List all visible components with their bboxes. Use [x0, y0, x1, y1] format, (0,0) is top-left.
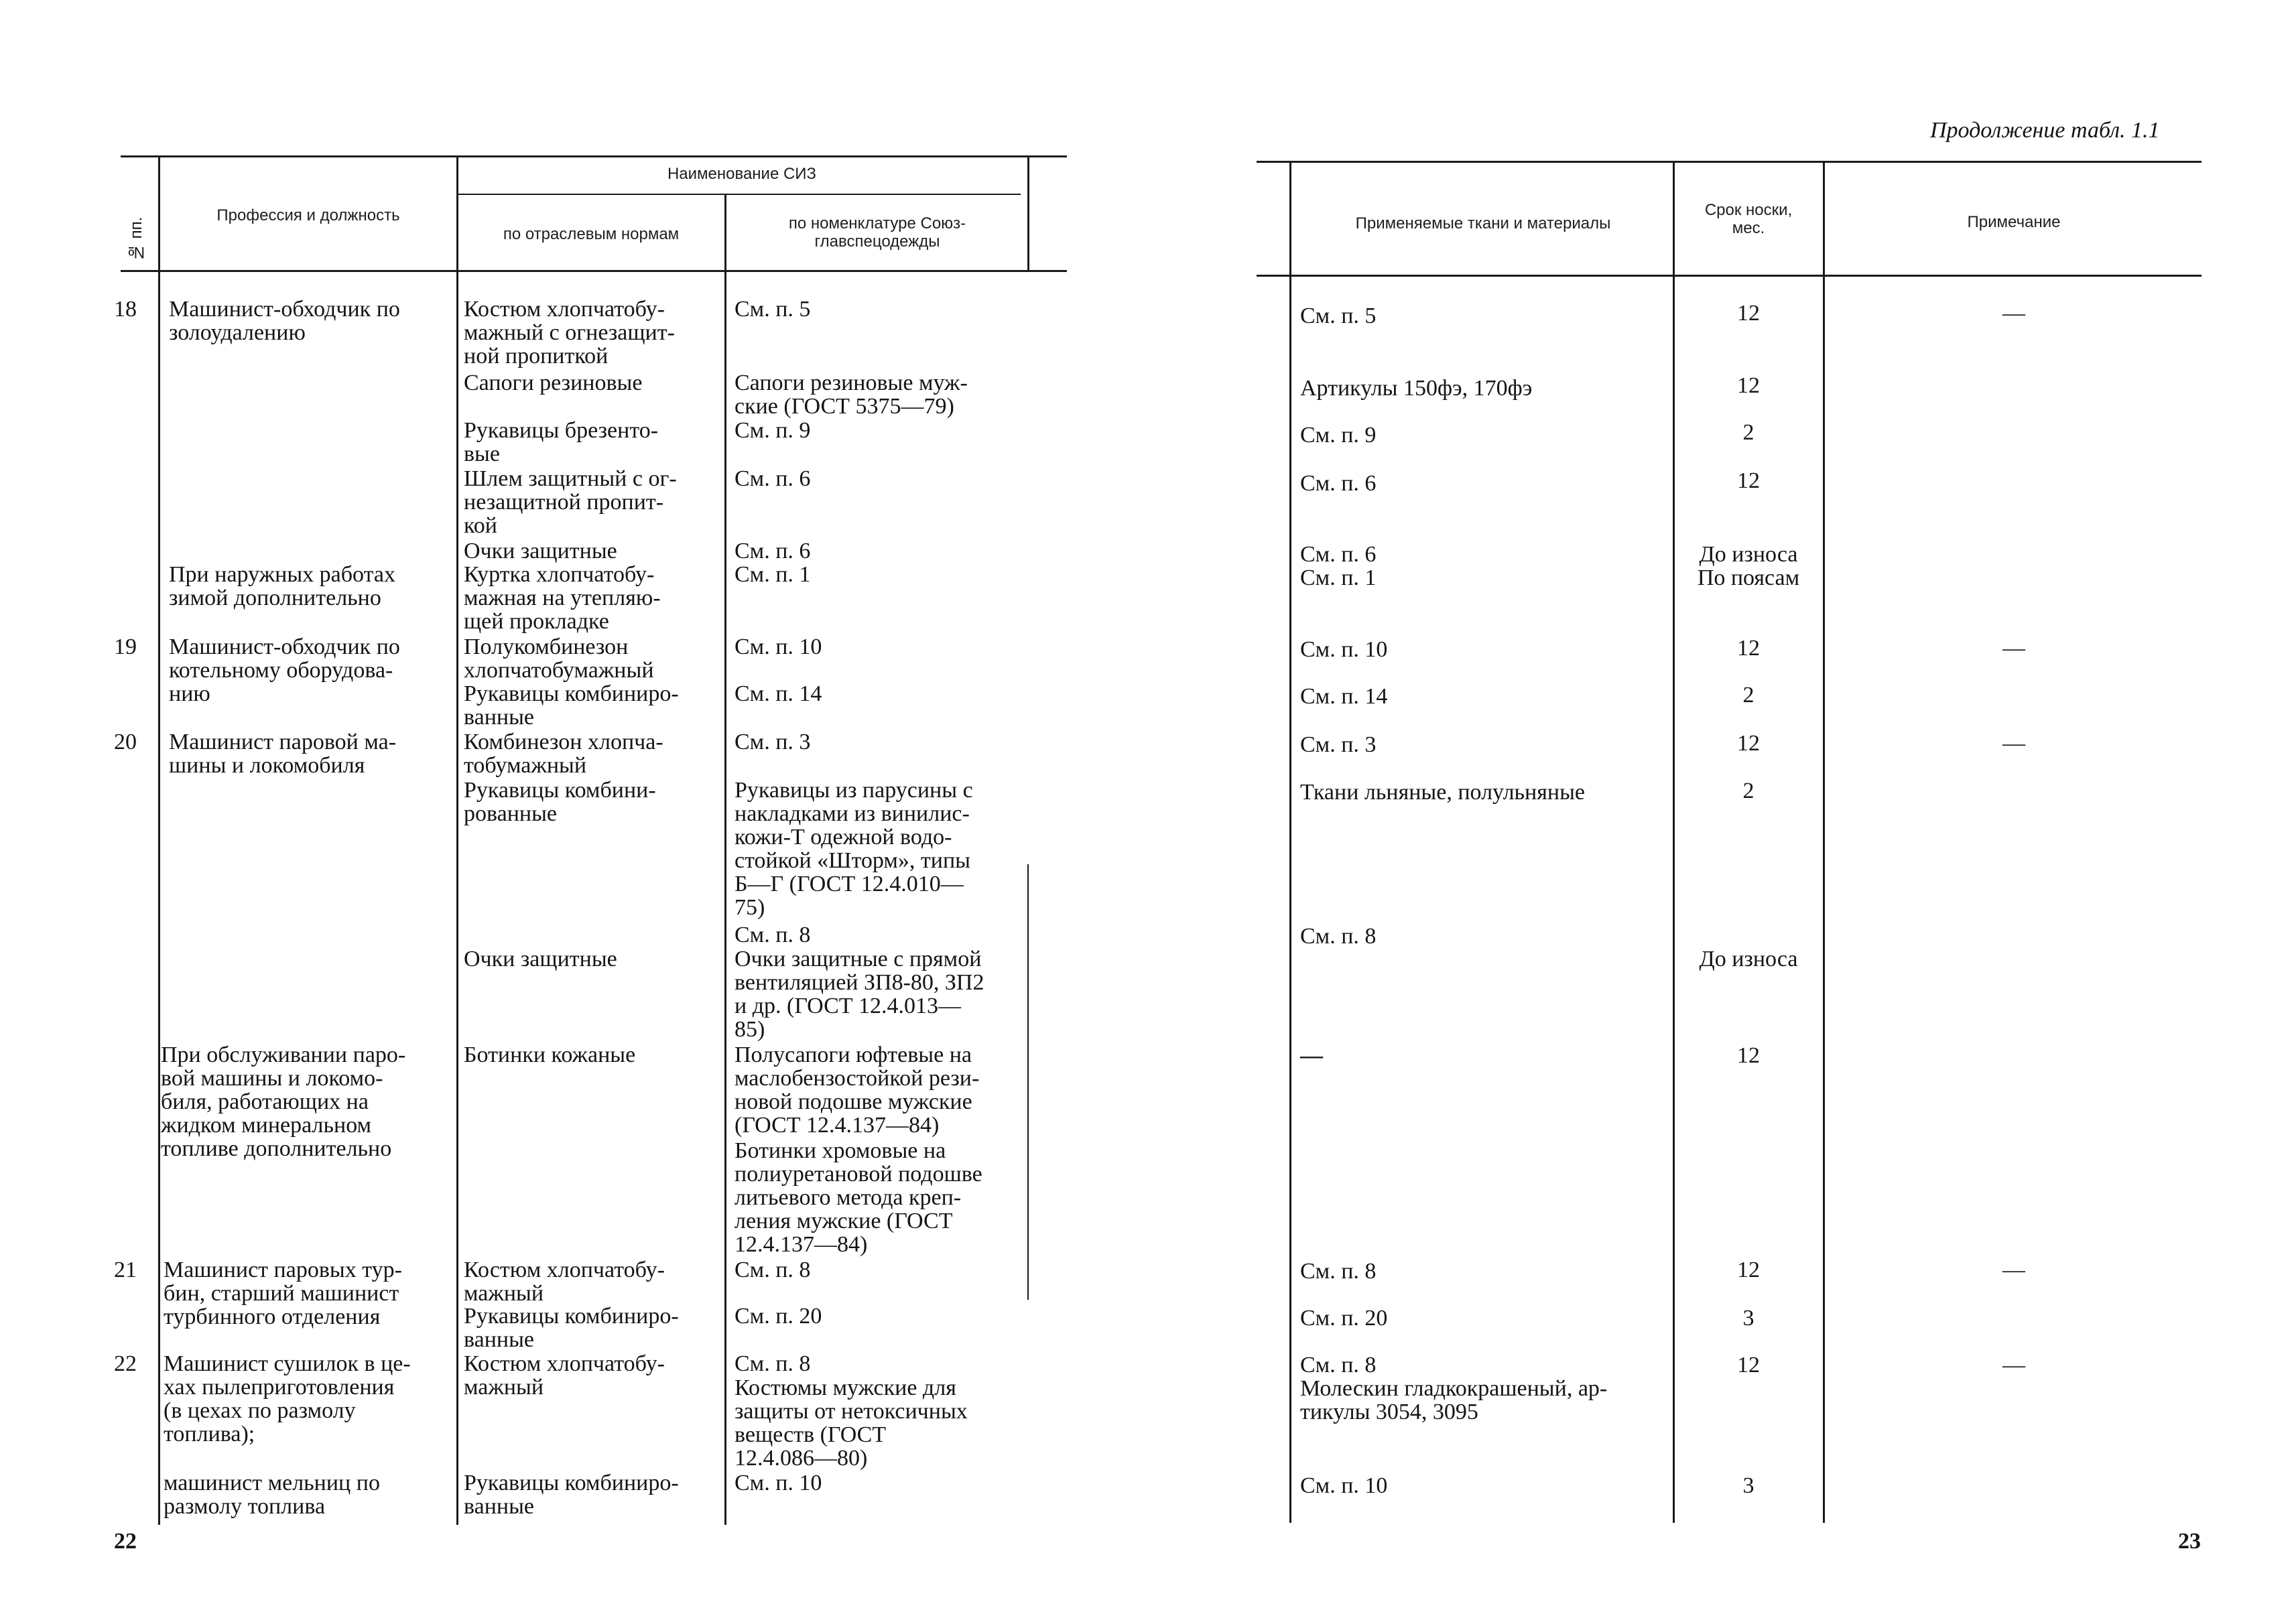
profession-cell: Машинист-обходчик по котельному оборудова- нию [169, 634, 400, 706]
norm-cell: Комбинезон хлопча- тобумажный [464, 730, 663, 778]
nomen-cell: См. п. 6 [735, 539, 811, 563]
nomen-cell: См. п. 10 [735, 1471, 822, 1495]
body-divider-1 [158, 272, 160, 1525]
right-header-divider-2 [1673, 163, 1675, 275]
nomen-cell: См. п. 8 [735, 1258, 811, 1282]
materials-cell: — [1300, 1043, 1323, 1068]
materials-cell: См. п. 3 [1300, 732, 1377, 757]
term-cell: 3 [1742, 1306, 1755, 1331]
term-cell: 2 [1742, 420, 1755, 445]
nomen-cell: См. п. 5 [735, 297, 811, 322]
row-num: 21 [114, 1258, 137, 1282]
norm-cell: Очки защитные [464, 947, 617, 971]
header-materials: Применяемые ткани и материалы [1355, 214, 1611, 232]
nomen-cell: Костюмы мужские для защиты от нетоксичных веществ (ГОСТ 12.4.086—80) [735, 1375, 968, 1471]
term-cell: До износа По поясам [1697, 542, 1800, 590]
norm-cell: Костюм хлопчатобу- мажный [464, 1258, 665, 1306]
materials-cell: См. п. 8 Молескин гладкокрашеный, ар- тикулы 3054, 3095 [1300, 1353, 1608, 1424]
norm-cell: Куртка хлопчатобу- мажная на утепляю- щей прокладке [464, 562, 661, 634]
norm-cell: Рукавицы комбини- рованные [464, 778, 656, 826]
right-header-divider-1 [1289, 163, 1291, 275]
term-cell: 12 [1737, 1043, 1760, 1068]
materials-cell: См. п. 14 [1300, 684, 1388, 709]
term-cell: 12 [1737, 731, 1760, 756]
right-header-top-rule [1257, 161, 2202, 163]
norm-cell: Рукавицы комбиниро- ванные [464, 1471, 679, 1519]
materials-cell: См. п. 10 [1300, 1473, 1388, 1498]
body-divider-2 [456, 272, 458, 1525]
nomen-cell: Сапоги резиновые муж- ские (ГОСТ 5375—79) [735, 370, 968, 419]
body-divider-3 [724, 272, 726, 1525]
profession-cell: Машинист сушилок в це- хах пылеприготовления (в цехах по размолу топлива); [164, 1351, 411, 1446]
note-cell: — [2002, 301, 2025, 326]
materials-cell: См. п. 6 См. п. 1 [1300, 542, 1377, 590]
nomen-cell: См. п. 9 [735, 418, 811, 443]
profession-cell: При обслуживании паро- вой машины и локомо- биля, работающих на жидком минеральном топливе дополнительно [161, 1042, 406, 1161]
header-top-rule [121, 155, 1067, 157]
note-cell: — [2002, 1353, 2025, 1377]
nomen-cell: См. п. 10 [735, 634, 822, 659]
siz-group-rule [456, 194, 1021, 195]
materials-cell: Артикулы 150фэ, 170фэ [1300, 376, 1533, 401]
note-cell: — [2002, 731, 2025, 756]
materials-cell: См. п. 8 [1300, 924, 1377, 949]
header-siz-group: Наименование СИЗ [667, 165, 817, 183]
term-cell: 12 [1737, 373, 1760, 398]
norm-cell: Костюм хлопчатобу- мажный с огнезащит- ной пропиткой [464, 297, 675, 368]
materials-cell: Ткани льняные, полульняные [1300, 780, 1585, 805]
profession-cell: При наружных работах зимой дополнительно [169, 562, 395, 610]
materials-cell: См. п. 10 [1300, 637, 1388, 662]
right-header-divider-3 [1823, 163, 1825, 275]
nomen-cell: См. п. 6 [735, 466, 811, 491]
note-cell: — [2002, 1258, 2025, 1282]
term-cell: 12 [1737, 468, 1760, 493]
materials-cell: См. п. 6 [1300, 471, 1377, 496]
norm-cell: Рукавицы комбиниро- ванные [464, 1304, 679, 1352]
norm-cell: Костюм хлопчатобу- мажный [464, 1351, 665, 1400]
nomen-cell: См. п. 20 [735, 1304, 822, 1329]
term-cell: 12 [1737, 1258, 1760, 1282]
nomen-cell: См. п. 1 [735, 562, 811, 587]
norm-cell: Рукавицы комбиниро- ванные [464, 681, 679, 730]
right-body-divider-3 [1823, 277, 1825, 1523]
nomen-cell: См. п. 3 [735, 730, 811, 754]
term-cell: 2 [1742, 779, 1755, 803]
header-divider-4 [1027, 157, 1029, 271]
header-note: Примечание [1967, 213, 2061, 231]
nomen-cell: См. п. 8 [735, 1351, 811, 1376]
header-num: № пп. [127, 216, 145, 261]
term-cell: 3 [1742, 1473, 1755, 1498]
row-num: 20 [114, 730, 137, 754]
page-number-right: 23 [2178, 1529, 2201, 1554]
header-divider-1 [158, 157, 160, 271]
right-header-bottom-rule [1257, 275, 2202, 277]
page-number-left: 22 [114, 1529, 137, 1554]
norm-cell: Рукавицы брезенто- вые [464, 418, 659, 466]
profession-cell: Машинист-обходчик по золоудалению [169, 297, 400, 345]
header-bottom-rule [121, 270, 1067, 272]
header-divider-3 [724, 194, 726, 271]
note-cell: — [2002, 636, 2025, 661]
header-siz-nomenclature: по номенклатуре Союз- главспецодежды [788, 214, 966, 251]
nomen-cell: Полусапоги юфтевые на маслобензостойкой рези- новой подошве мужские (ГОСТ 12.4.137—84) [735, 1042, 980, 1138]
norm-cell: Ботинки кожаные [464, 1042, 636, 1067]
profession-cell: Машинист паровых тур- бин, старший машинист турбинного отделения [164, 1258, 402, 1329]
term-cell: 12 [1737, 636, 1760, 661]
right-body-divider-1 [1289, 277, 1291, 1523]
right-body-divider-2 [1673, 277, 1675, 1523]
term-cell: 2 [1742, 683, 1755, 707]
row-num: 19 [114, 634, 137, 659]
norm-cell: Очки защитные [464, 539, 617, 563]
term-cell: 12 [1737, 301, 1760, 326]
header-profession: Профессия и должность [216, 206, 400, 224]
nomen-cell: Ботинки хромовые на полиуретановой подошве литьевого метода креп- ления мужские (ГОСТ 12.4.137—84) [735, 1138, 982, 1257]
row-num: 22 [114, 1351, 137, 1376]
materials-cell: См. п. 8 [1300, 1259, 1377, 1284]
materials-cell: См. п. 5 [1300, 303, 1377, 328]
header-siz-branch: по отраслевым нормам [503, 225, 680, 243]
profession-cell: Машинист паровой ма- шины и локомобиля [169, 730, 397, 778]
norm-cell: Полукомбинезон хлопчатобумажный [464, 634, 654, 683]
term-cell: До износа [1699, 947, 1798, 971]
nomen-cell: Рукавицы из парусины с накладками из винилис- кожи-Т одежной водо- стойкой «Шторм», типы Б—Г (ГОСТ 12.4.010— 75) [735, 778, 973, 920]
materials-cell: См. п. 9 [1300, 423, 1377, 448]
continuation-label: Продолжение табл. 1.1 [1930, 118, 2160, 143]
materials-cell: См. п. 20 [1300, 1306, 1388, 1331]
term-cell: 12 [1737, 1353, 1760, 1377]
nomen-cell: См. п. 8 [735, 923, 811, 947]
nomen-cell: См. п. 14 [735, 681, 822, 706]
profession-cell: машинист мельниц по размолу топлива [164, 1471, 380, 1519]
norm-cell: Сапоги резиновые [464, 370, 643, 395]
row-num: 18 [114, 297, 137, 322]
body-divider-4 [1027, 864, 1029, 1300]
header-term: Срок носки, мес. [1704, 201, 1793, 237]
nomen-cell: Очки защитные с прямой вентиляцией ЗП8-80, ЗП2 и др. (ГОСТ 12.4.013— 85) [735, 947, 984, 1042]
norm-cell: Шлем защитный с ог- незащитной пропит- кой [464, 466, 677, 538]
